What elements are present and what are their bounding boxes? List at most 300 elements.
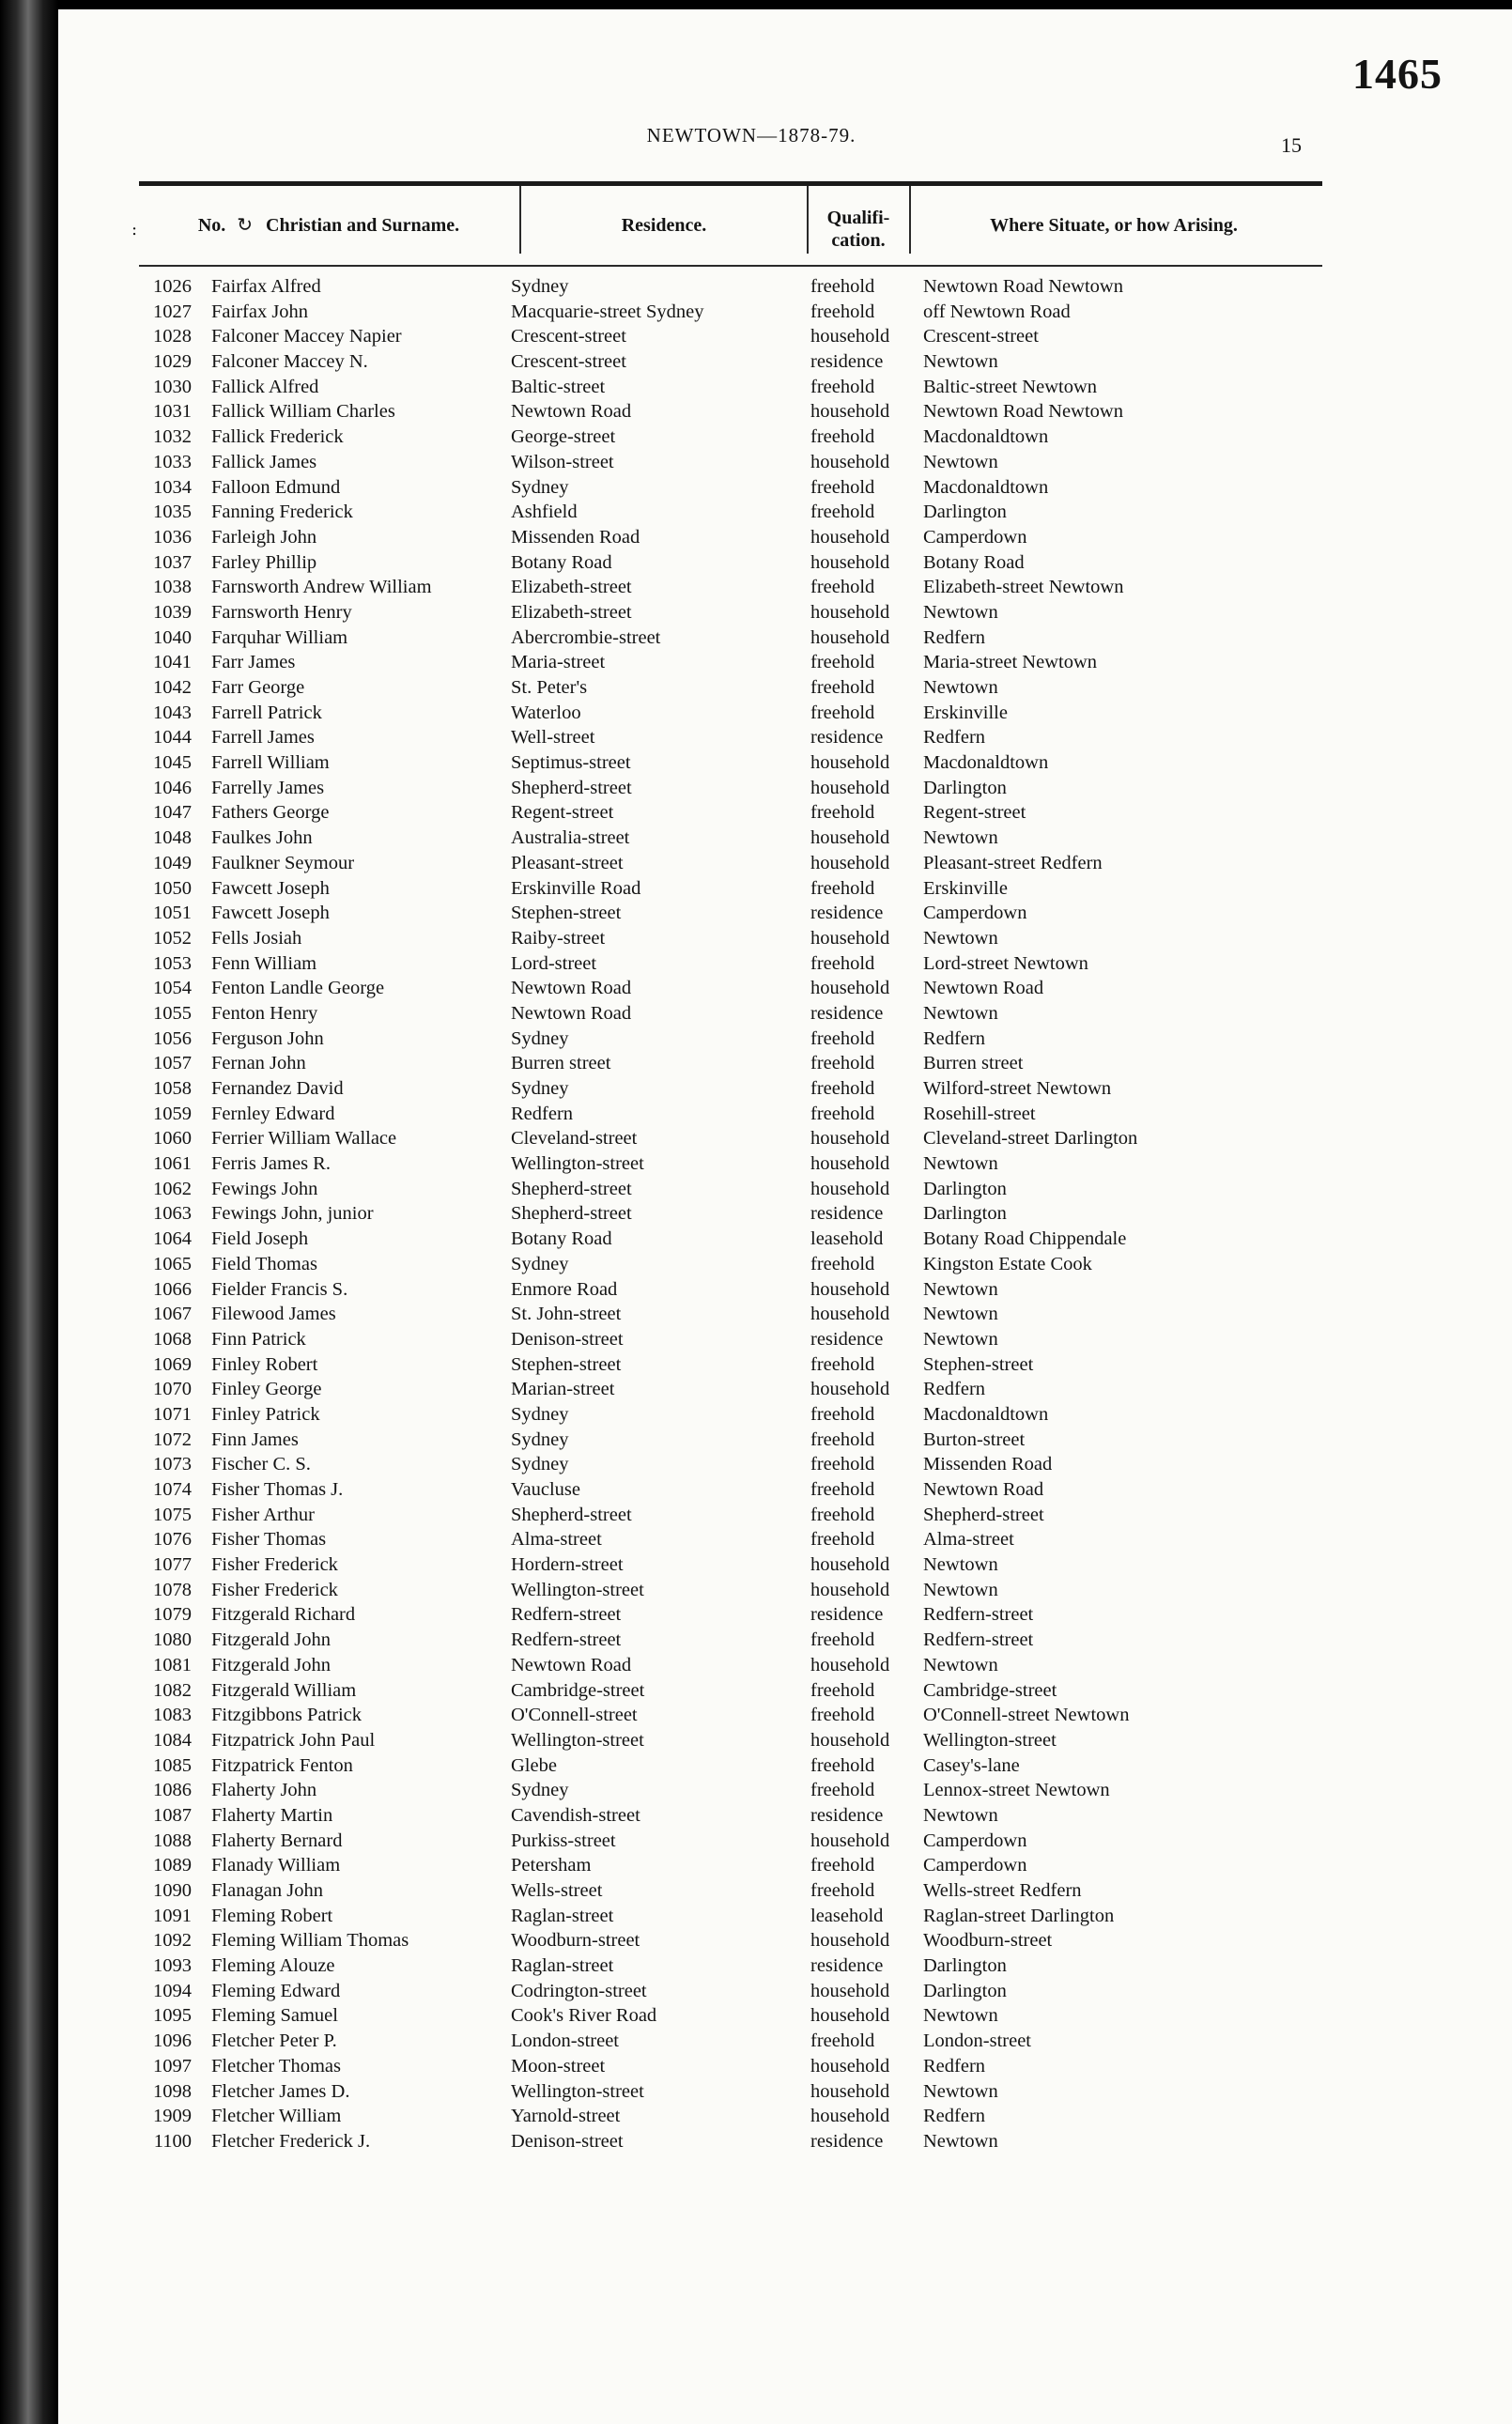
elector-name: Fisher Frederick [211,1554,338,1576]
where-situate-cell: O'Connell-street Newtown [923,1705,1130,1726]
where-situate-cell: Newtown Road Newtown [923,401,1123,423]
residence-cell: Regent-street [511,802,614,824]
elector-name: Flaherty Martin [211,1804,333,1826]
elector-name: Faulkner Seymour [211,852,355,873]
qualification-cell: freehold [810,426,875,448]
qualification-cell: freehold [810,652,875,673]
entry-number: 1052 [153,927,192,949]
residence-cell: Sydney [511,1078,569,1099]
where-situate-cell: Redfern-street [923,1629,1034,1651]
table-row [131,650,1343,675]
entry-number: 1070 [153,1379,192,1400]
where-situate-cell: Macdonaldtown [923,476,1049,498]
entry-number: 1095 [153,2005,192,2027]
where-situate-cell: Erskinville [923,702,1008,723]
entry-number: 1080 [153,1629,192,1651]
residence-cell: Raglan-street [511,1955,614,1977]
residence-cell: Missenden Road [511,526,640,548]
where-situate-cell: Casey's-lane [923,1754,1020,1776]
residence-cell: George-street [511,426,616,448]
table-row [131,1527,1343,1552]
residence-cell: Redfern [511,1103,574,1124]
where-situate-cell: Kingston Estate Cook [923,1253,1092,1274]
entry-number: 1064 [153,1228,192,1250]
elector-name: Farley Phillip [211,551,317,573]
entry-number: 1041 [153,652,192,673]
elector-name: Fells Josiah [211,927,302,949]
table-row [131,1327,1343,1352]
residence-cell: Cambridge-street [511,1679,645,1701]
qualification-cell: household [810,2055,890,2077]
qualification-cell: freehold [810,502,875,523]
table-row [131,1001,1343,1027]
entry-number: 1094 [153,1980,192,2001]
elector-name: Flaherty John [211,1780,317,1801]
elector-name: Flaherty Bernard [211,1830,343,1851]
where-situate-cell: Newtown [923,927,998,949]
where-situate-cell: Burton-street [923,1428,1026,1450]
table-row [131,1076,1343,1102]
table-row [131,976,1343,1001]
residence-cell: Sydney [511,1253,569,1274]
residence-cell: Maria-street [511,652,606,673]
entry-number: 1046 [153,777,192,798]
qualification-cell: household [810,2005,890,2027]
residence-cell: Raglan-street [511,1905,614,1926]
residence-cell: Woodburn-street [511,1930,640,1952]
entry-number: 1073 [153,1454,192,1475]
qualification-cell: leasehold [810,1905,884,1926]
elector-name: Fallick Frederick [211,426,344,448]
residence-cell: Crescent-street [511,351,626,373]
entry-number: 1075 [153,1504,192,1525]
entry-number: 1043 [153,702,192,723]
where-situate-cell: London-street [923,2030,1031,2052]
where-situate-cell: Macdonaldtown [923,1403,1049,1425]
residence-cell: Cleveland-street [511,1128,638,1150]
entry-number: 1063 [153,1203,192,1225]
residence-cell: Sydney [511,276,569,297]
elector-name: Farleigh John [211,526,317,548]
table-row [131,926,1343,951]
where-situate-cell: Darlington [923,1980,1007,2001]
running-head: NEWTOWN—1878-79. [646,124,856,147]
residence-cell: Sydney [511,1428,569,1450]
elector-name: Fallick William Charles [211,401,395,423]
qualification-cell: freehold [810,1504,875,1525]
residence-cell: Shepherd-street [511,1203,632,1225]
qualification-cell: household [810,1278,890,1300]
elector-name: Farr James [211,652,296,673]
elector-name: Fitzgerald John [211,1629,331,1651]
elector-name: Fleming Edward [211,1980,341,2001]
residence-cell: Waterloo [511,702,581,723]
entry-number: 1088 [153,1830,192,1851]
table-row [131,1703,1343,1728]
table-row [131,1151,1343,1177]
qualification-cell: household [810,1379,890,1400]
table-row [131,1878,1343,1904]
residence-cell: Elizabeth-street [511,577,632,598]
where-situate-cell: Botany Road Chippendale [923,1228,1127,1250]
table-row [131,776,1343,801]
header-arrow-mark: ↻ [237,215,254,236]
entry-number: 1038 [153,577,192,598]
elector-name: Fitzgibbons Patrick [211,1705,363,1726]
elector-name: Fewings John [211,1178,318,1199]
qualification-cell: freehold [810,1053,875,1074]
where-situate-cell: Newtown [923,1554,998,1576]
entry-number: 1076 [153,1529,192,1551]
where-situate-cell: Camperdown [923,1855,1027,1876]
entry-number: 1032 [153,426,192,448]
qualification-cell: residence [810,1002,884,1024]
qualification-cell: residence [810,1955,884,1977]
qualification-cell: freehold [810,2030,875,2052]
qualification-cell: freehold [810,1403,875,1425]
where-situate-cell: Redfern [923,1379,986,1400]
elector-name: Fenton Landle George [211,978,385,999]
where-situate-cell: Lord-street Newtown [923,952,1088,974]
register-table-body [131,274,1343,2154]
table-row [131,826,1343,851]
residence-cell: Wellington-street [511,1153,644,1175]
qualification-cell: household [810,1654,890,1675]
table-row [131,1653,1343,1678]
residence-cell: Redfern-street [511,1604,622,1626]
qualification-cell: household [810,1830,890,1851]
qualification-cell: household [810,601,890,623]
where-situate-cell: Darlington [923,502,1007,523]
qualification-cell: residence [810,903,884,924]
qualification-cell: residence [810,351,884,373]
qualification-cell: freehold [810,877,875,899]
where-situate-cell: Crescent-street [923,326,1039,347]
residence-cell: Glebe [511,1754,557,1776]
entry-number: 1093 [153,1955,192,1977]
elector-name: Falloon Edmund [211,476,341,498]
residence-cell: Newtown Road [511,978,632,999]
table-row [131,1177,1343,1202]
elector-name: Finn James [211,1428,299,1450]
residence-cell: Well-street [511,727,595,749]
table-row [131,425,1343,450]
table-row [131,1678,1343,1704]
table-row [131,1302,1343,1327]
table-row [131,1051,1343,1076]
residence-cell: Wellington-street [511,1579,644,1600]
entry-number: 1066 [153,1278,192,1300]
where-situate-cell: Newtown [923,1278,998,1300]
where-situate-cell: Newtown [923,351,998,373]
residence-cell: Vaucluse [511,1479,581,1500]
entry-number: 1057 [153,1053,192,1074]
table-row [131,1452,1343,1477]
entry-number: 1031 [153,401,192,423]
qualification-cell: household [810,2080,890,2102]
qualification-cell: freehold [810,1353,875,1375]
entry-number: 1055 [153,1002,192,1024]
qualification-cell: freehold [810,1679,875,1701]
elector-name: Fletcher Peter P. [211,2030,337,2052]
elector-name: Flanagan John [211,1880,323,1901]
scanned-book-edge [0,0,58,2424]
where-situate-cell: Newtown Road [923,978,1044,999]
residence-cell: Ashfield [511,502,578,523]
qualification-cell: freehold [810,802,875,824]
table-row [131,575,1343,600]
elector-name: Fletcher Frederick J. [211,2130,371,2152]
qualification-cell: freehold [810,1479,875,1500]
table-row [131,274,1343,300]
entry-number: 1065 [153,1253,192,1274]
residence-cell: Septimus-street [511,752,631,774]
table-row [131,876,1343,902]
table-row [131,1352,1343,1378]
entry-number: 1026 [153,276,192,297]
elector-name: Ferguson John [211,1027,324,1049]
residence-cell: Sydney [511,476,569,498]
where-situate-cell: Macdonaldtown [923,752,1049,774]
entry-number: 1053 [153,952,192,974]
entry-number: 1087 [153,1804,192,1826]
residence-cell: Petersham [511,1855,592,1876]
elector-name: Field Thomas [211,1253,317,1274]
elector-name: Fathers George [211,802,330,824]
table-row [131,2054,1343,2079]
entry-number: 1058 [153,1078,192,1099]
residence-cell: Alma-street [511,1529,602,1551]
table-row [131,1027,1343,1052]
table-row [131,750,1343,776]
table-row [131,1628,1343,1653]
entry-number: 1084 [153,1729,192,1751]
table-row [131,1928,1343,1953]
where-situate-cell: Darlington [923,1203,1007,1225]
residence-cell: Sydney [511,1780,569,1801]
qualification-cell: household [810,777,890,798]
where-situate-cell: Camperdown [923,903,1027,924]
table-row [131,1277,1343,1303]
where-situate-cell: Alma-street [923,1529,1014,1551]
where-situate-cell: Maria-street Newtown [923,652,1098,673]
column-divider [519,186,521,254]
elector-name: Fisher Frederick [211,1579,338,1600]
entry-number: 1062 [153,1178,192,1199]
residence-cell: Shepherd-street [511,1178,632,1199]
residence-cell: London-street [511,2030,619,2052]
elector-name: Fawcett Joseph [211,877,330,899]
entry-number: 1029 [153,351,192,373]
where-situate-cell: Darlington [923,777,1007,798]
residence-cell: Purkiss-street [511,1830,616,1851]
elector-name: Fanning Frederick [211,502,353,523]
elector-name: Finley George [211,1379,322,1400]
entry-number: 1040 [153,626,192,648]
elector-name: Fisher Thomas J. [211,1479,344,1500]
residence-cell: Pleasant-street [511,852,624,873]
residence-cell: Macquarie-street Sydney [511,301,704,322]
qualification-cell: residence [810,727,884,749]
elector-name: Fitzpatrick John Paul [211,1729,376,1751]
entry-number: 1083 [153,1705,192,1726]
entry-number: 1067 [153,1304,192,1325]
table-row [131,851,1343,876]
table-row [131,375,1343,400]
header-name: Christian and Surname. [266,215,460,236]
table-row [131,1201,1343,1227]
entry-number: 1056 [153,1027,192,1049]
where-situate-cell: Missenden Road [923,1454,1053,1475]
qualification-cell: leasehold [810,1228,884,1250]
residence-cell: Newtown Road [511,1002,632,1024]
qualification-cell: household [810,526,890,548]
entry-number: 1054 [153,978,192,999]
entry-number: 1069 [153,1353,192,1375]
where-situate-cell: Rosehill-street [923,1103,1036,1124]
entry-number: 1909 [153,2106,192,2127]
qualification-cell: freehold [810,1855,875,1876]
residence-cell: Australia-street [511,827,630,849]
where-situate-cell: Newtown [923,1804,998,1826]
elector-name: Fisher Arthur [211,1504,315,1525]
table-row [131,625,1343,651]
residence-cell: Botany Road [511,551,612,573]
table-row [131,1503,1343,1528]
table-row [131,450,1343,475]
qualification-cell: household [810,1554,890,1576]
residence-cell: Crescent-street [511,326,626,347]
table-row [131,1853,1343,1878]
table-row [131,1377,1343,1402]
table-row [131,550,1343,576]
qualification-cell: freehold [810,376,875,397]
qualification-cell: freehold [810,1529,875,1551]
qualification-cell: freehold [810,1454,875,1475]
entry-number: 1049 [153,852,192,873]
entry-number: 1037 [153,551,192,573]
entry-number: 1059 [153,1103,192,1124]
where-situate-cell: Regent-street [923,802,1026,824]
where-situate-cell: Woodburn-street [923,1930,1053,1952]
where-situate-cell: Newtown [923,2080,998,2102]
table-row [131,800,1343,826]
residence-cell: Denison-street [511,2130,624,2152]
elector-name: Filewood James [211,1304,336,1325]
header-no: No. [197,215,226,236]
qualification-cell: household [810,551,890,573]
table-row [131,600,1343,625]
qualification-cell: household [810,752,890,774]
residence-cell: Botany Road [511,1228,612,1250]
qualification-cell: household [810,1980,890,2001]
table-row [131,1753,1343,1779]
header-where: Where Situate, or how Arising. [990,215,1238,236]
residence-cell: Stephen-street [511,903,622,924]
entry-number: 1027 [153,301,192,322]
where-situate-cell: Newtown Road Newtown [923,276,1123,297]
residence-cell: Wellington-street [511,2080,644,2102]
residence-cell: Shepherd-street [511,777,632,798]
table-row [131,951,1343,977]
table-row [131,2029,1343,2054]
elector-name: Finley Patrick [211,1403,320,1425]
residence-cell: Hordern-street [511,1554,624,1576]
residence-cell: Erskinville Road [511,877,641,899]
entry-number: 1028 [153,326,192,347]
elector-name: Fernandez David [211,1078,344,1099]
table-row [131,2129,1343,2154]
table-row [131,1102,1343,1127]
entry-number: 1047 [153,802,192,824]
where-situate-cell: Newtown [923,451,998,472]
qualification-cell: freehold [810,1103,875,1124]
entry-number: 1033 [153,451,192,472]
where-situate-cell: Newtown [923,1153,998,1175]
residence-cell: Enmore Road [511,1278,618,1300]
where-situate-cell: Camperdown [923,1830,1027,1851]
qualification-cell: freehold [810,952,875,974]
qualification-cell: household [810,1304,890,1325]
entry-number: 1072 [153,1428,192,1450]
where-situate-cell: Raglan-street Darlington [923,1905,1115,1926]
qualification-cell: freehold [810,702,875,723]
entry-number: 1085 [153,1754,192,1776]
where-situate-cell: Macdonaldtown [923,426,1049,448]
residence-cell: St. John-street [511,1304,622,1325]
table-row [131,525,1343,550]
where-situate-cell: Camperdown [923,526,1027,548]
where-situate-cell: Newtown [923,1579,998,1600]
where-situate-cell: Redfern [923,1027,986,1049]
elector-name: Fenn William [211,952,317,974]
where-situate-cell: Newtown [923,601,998,623]
table-row [131,2003,1343,2029]
qualification-cell: household [810,978,890,999]
elector-name: Fleming Alouze [211,1955,335,1977]
column-divider [909,186,911,254]
entry-number: 1034 [153,476,192,498]
residence-cell: Elizabeth-street [511,601,632,623]
residence-cell: St. Peter's [511,677,588,698]
residence-cell: Wells-street [511,1880,603,1901]
elector-name: Flanady William [211,1855,341,1876]
elector-name: Ferris James R. [211,1153,331,1175]
entry-number: 1039 [153,601,192,623]
elector-name: Fletcher William [211,2106,342,2127]
where-situate-cell: Cambridge-street [923,1679,1057,1701]
residence-cell: Burren street [511,1053,611,1074]
elector-name: Fitzgerald William [211,1679,357,1701]
table-row [131,1227,1343,1252]
where-situate-cell: Redfern [923,727,986,749]
elector-name: Fitzpatrick Fenton [211,1754,353,1776]
where-situate-cell: Redfern [923,2055,986,2077]
table-row [131,1552,1343,1578]
elector-name: Farquhar William [211,626,348,648]
column-divider [807,186,809,254]
elector-name: Fitzgerald John [211,1654,331,1675]
qualification-cell: freehold [810,276,875,297]
table-row [131,1904,1343,1929]
where-situate-cell: Newtown [923,677,998,698]
table-row [131,1829,1343,1854]
qualification-cell: freehold [810,1705,875,1726]
elector-name: Fletcher Thomas [211,2055,341,2077]
residence-cell: Denison-street [511,1328,624,1350]
qualification-cell: household [810,1128,890,1150]
where-situate-cell: Shepherd-street [923,1504,1044,1525]
